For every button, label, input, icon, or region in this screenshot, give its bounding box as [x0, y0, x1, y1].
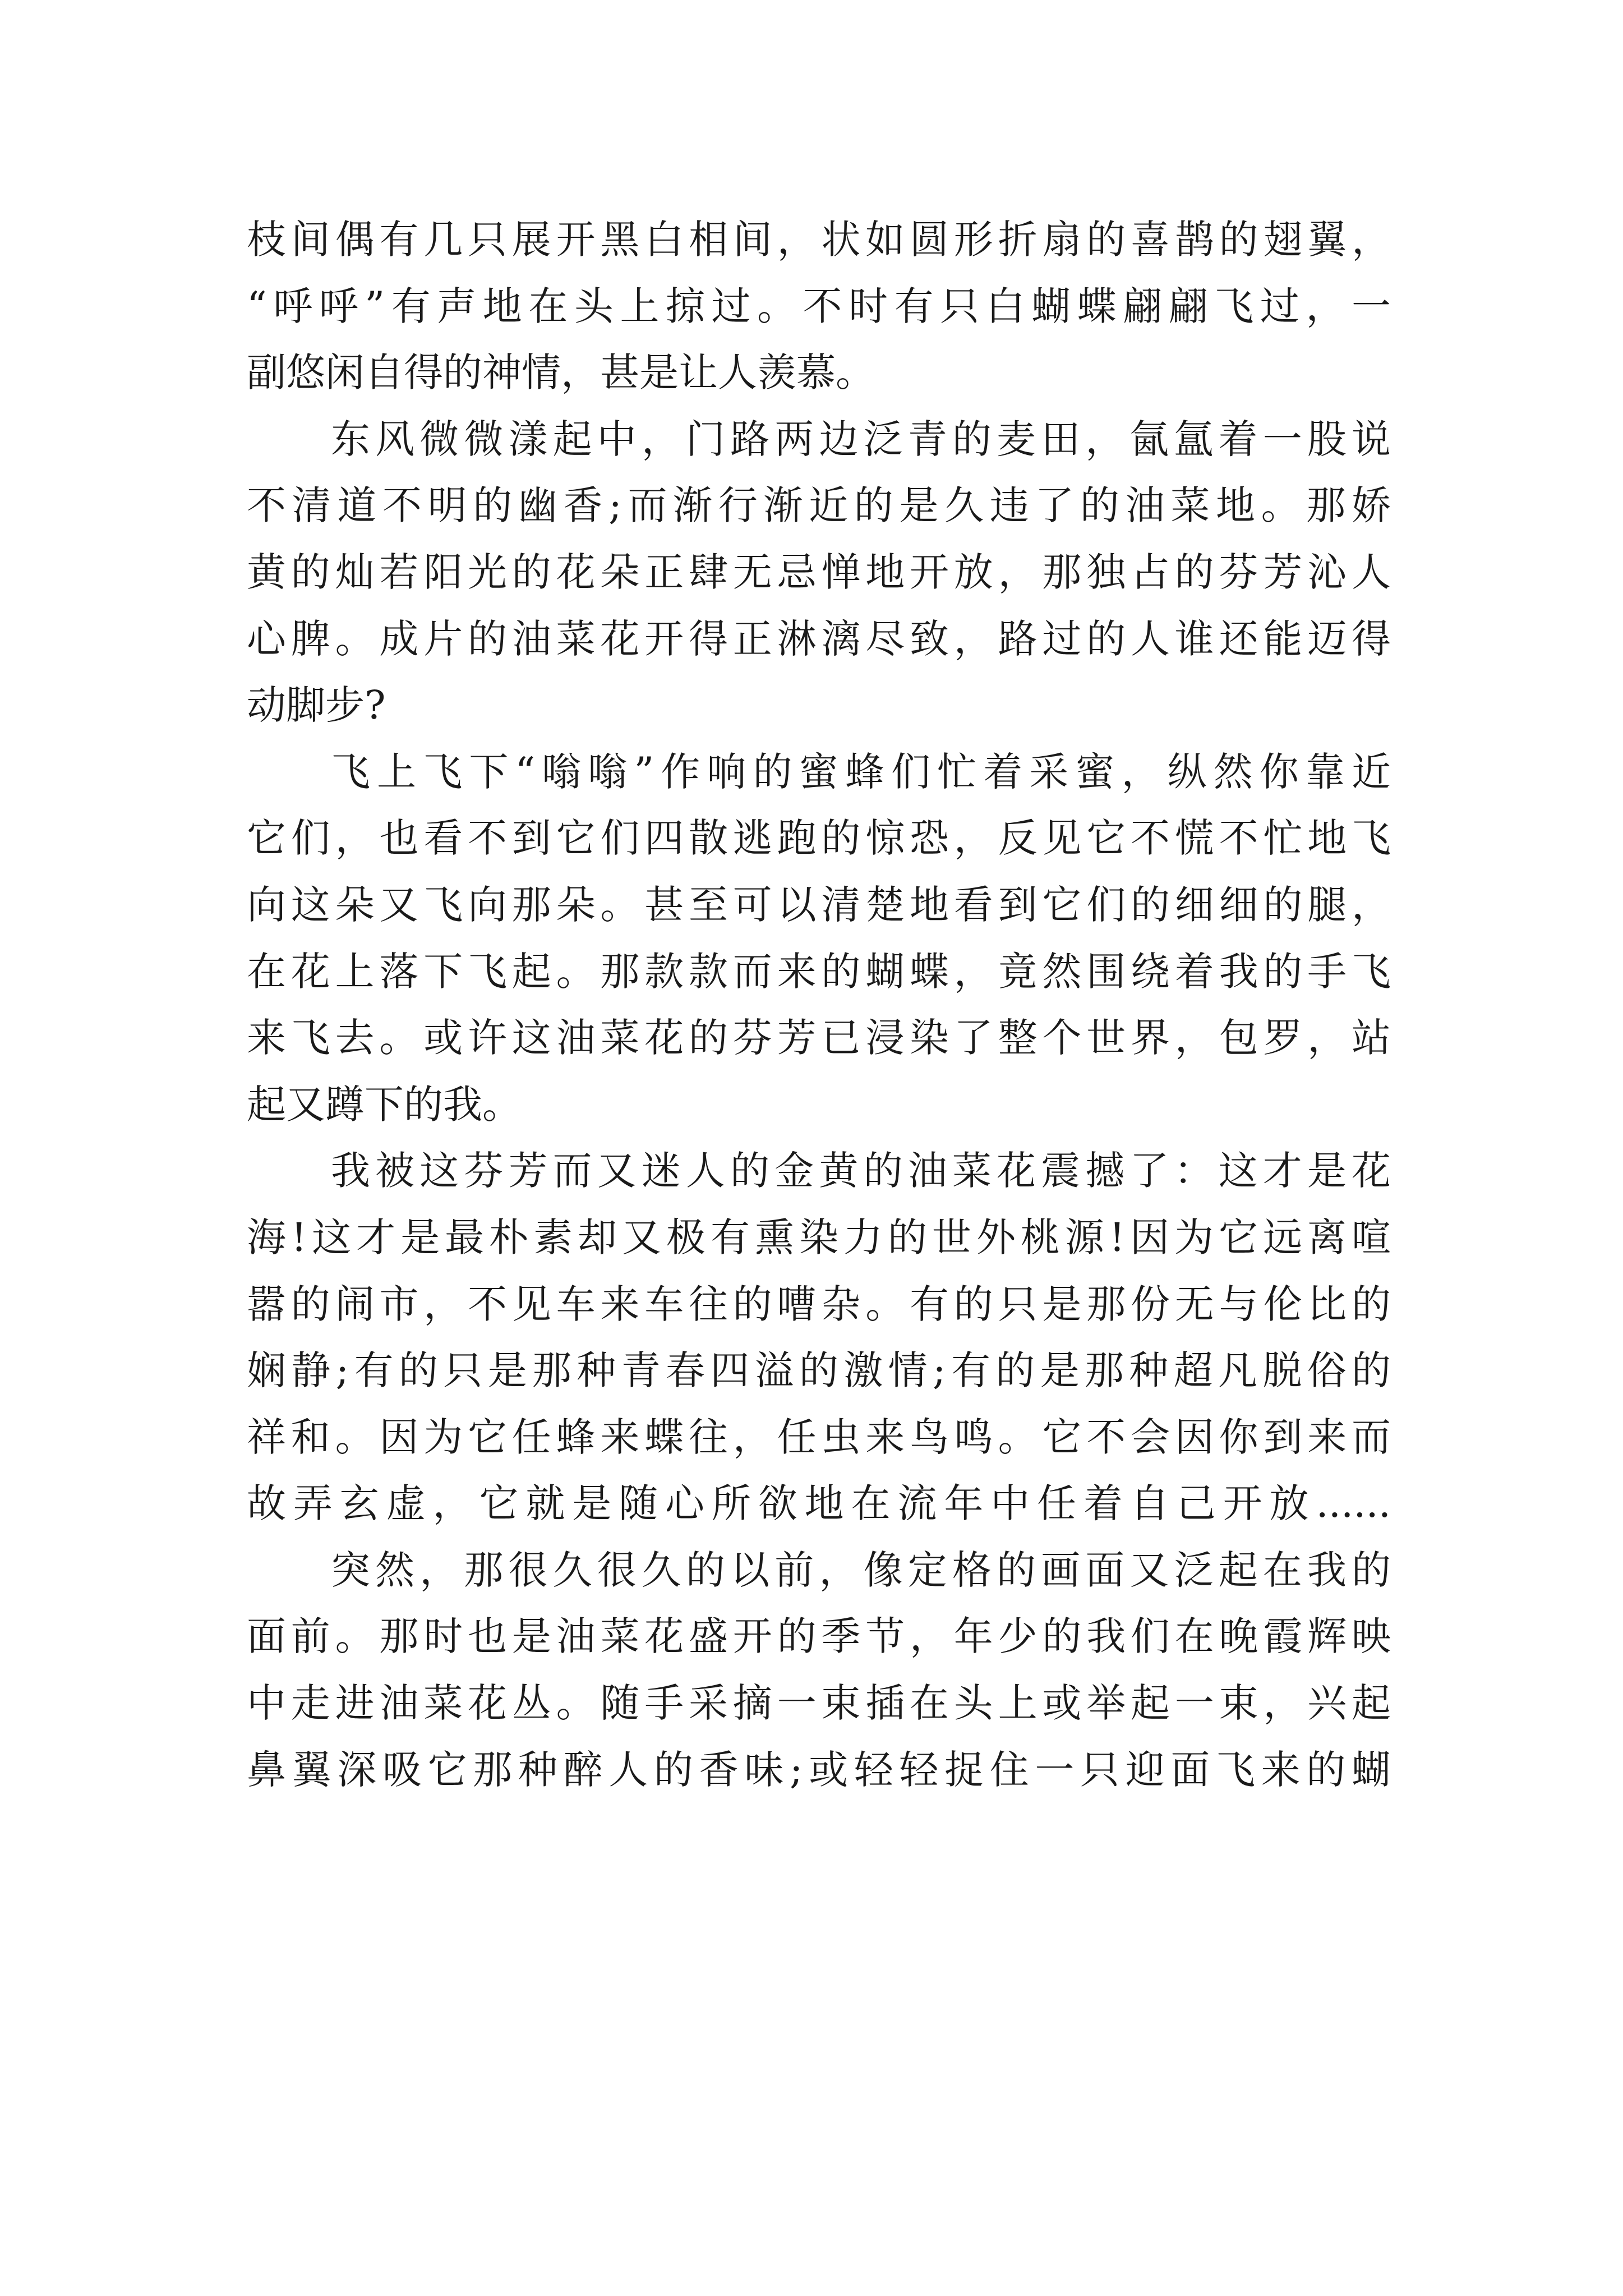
- text-line: 嚣的闹市，不见车来车往的嘈杂。有的只是那份无与伦比的: [247, 1281, 1391, 1327]
- text-line: 我被这芬芳而又迷人的金黄的油菜花震撼了：这才是花: [331, 1148, 1391, 1194]
- text-line: 枝间偶有几只展开黑白相间，状如圆形折扇的喜鹊的翅翼，: [247, 217, 1391, 263]
- text-line: 突然，那很久很久的以前，像定格的画面又泛起在我的: [331, 1547, 1391, 1593]
- text-line: 黄的灿若阳光的花朵正肆无忌惮地开放，那独占的芬芳沁人: [247, 549, 1391, 595]
- text-line: 面前。那时也是油菜花盛开的季节，年少的我们在晚霞辉映: [247, 1613, 1391, 1660]
- text-line: 祥和。因为它任蜂来蝶往，任虫来鸟鸣。它不会因你到来而: [247, 1414, 1391, 1460]
- text-line: 在花上落下飞起。那款款而来的蝴蝶，竟然围绕着我的手飞: [247, 948, 1391, 995]
- text-line: 它们，也看不到它们四散逃跑的惊恐，反见它不慌不忙地飞: [247, 815, 1391, 862]
- text-line: 向这朵又飞向那朵。甚至可以清楚地看到它们的细细的腿，: [247, 881, 1391, 928]
- text-line: 故弄玄虚，它就是随心所欲地在流年中任着自己开放......: [247, 1480, 1391, 1527]
- text-line: 副悠闲自得的神情，甚是让人羡慕。: [247, 349, 875, 396]
- text-line: 不清道不明的幽香;而渐行渐近的是久违了的油菜地。那娇: [247, 482, 1391, 529]
- text-line: 娴静;有的只是那种青春四溢的激情;有的是那种超凡脱俗的: [247, 1347, 1391, 1394]
- text-line: 飞上飞下“嗡嗡”作响的蜜蜂们忙着采蜜，纵然你靠近: [331, 748, 1391, 795]
- text-line: 来飞去。或许这油菜花的芬芳已浸染了整个世界，包罗，站: [247, 1015, 1391, 1061]
- text-line: 海!这才是最朴素却又极有熏染力的世外桃源!因为它远离喧: [247, 1214, 1391, 1260]
- body-text: [247, 206, 1391, 1803]
- text-line: 动脚步?: [247, 682, 386, 729]
- text-line: 起又蹲下的我。: [247, 1081, 522, 1128]
- text-line: 中走进油菜花丛。随手采摘一束插在头上或举起一束，兴起: [247, 1680, 1391, 1727]
- text-line: 心脾。成片的油菜花开得正淋漓尽致，路过的人谁还能迈得: [247, 615, 1391, 662]
- text-line: 东风微微漾起中，门路两边泛青的麦田，氤氲着一股说: [331, 416, 1391, 462]
- text-line: “呼呼”有声地在头上掠过。不时有只白蝴蝶翩翩飞过，一: [247, 283, 1391, 329]
- text-line: 鼻翼深吸它那种醉人的香味;或轻轻捉住一只迎面飞来的蝴: [247, 1746, 1391, 1793]
